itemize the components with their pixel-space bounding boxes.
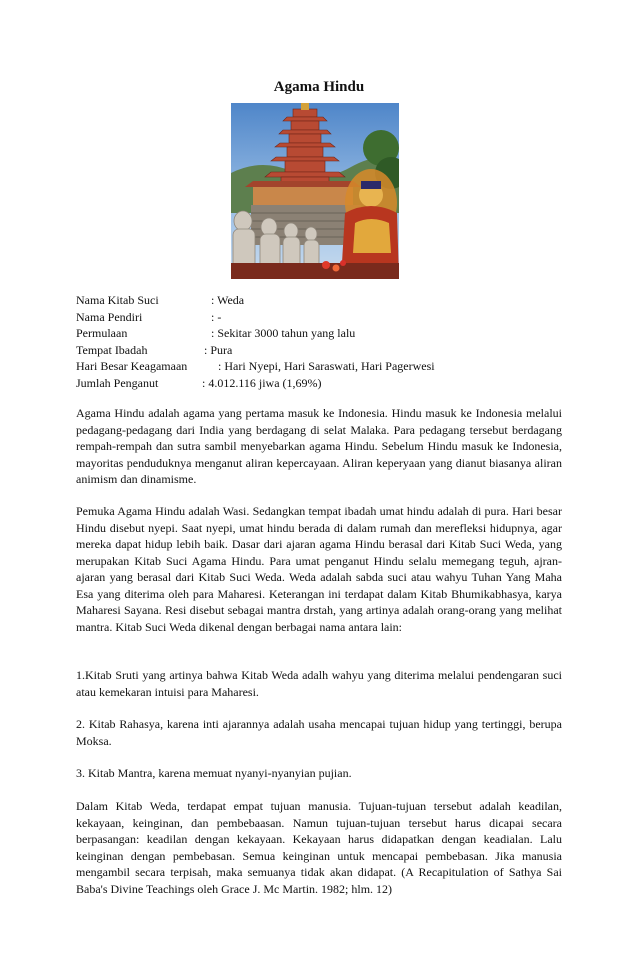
temple-photo	[231, 103, 399, 279]
paragraph-pemuka: Pemuka Agama Hindu adalah Wasi. Sedangkan tempat ibadah umat hindu adalah di pura. Hari besar Hindu disebut nyepi. Saat nyepi, umat hindu berada di dalam rumah dan merefleksi hidupnya, agar mereka dapat hidup lebih baik. Dasar dari ajaran agama Hindu berasal dari Kitab Suci Weda, yang merupakan Kitab Suci Agama Hindu. Para umat penganut Hindu selalu memegang teguh, ajran-ajaran yang berasal dari Kitab Suci Weda. Weda adalah sabda suci atau wahyu Tuhan Yang Maha Esa yang diterima oleh para Maharesi. Keterangan ini terdapat dalam Kitab Bhumikabhasya, karya Maharesi Sayana. Resi disebut sebagai mantra drstah, yang artinya adalah orang-orang yang melihat mantra. Kitab Suci Weda dikenal dengan berbagai nama antara lain:	[76, 504, 562, 634]
info-label: Nama Kitab Suci	[76, 293, 159, 307]
info-table	[76, 292, 435, 391]
info-label: Tempat Ibadah	[76, 342, 148, 357]
info-value: : Sekitar 3000 tahun yang lalu	[211, 326, 356, 340]
info-row-hari-besar	[76, 358, 435, 375]
paragraph-intro: Agama Hindu adalah agama yang pertama masuk ke Indonesia. Hindu masuk ke Indonesia melalui pedagang-pedagang dari India yang berdagang di selat Malaka. Para pedagang tersebut berdagang rempah-rempah dan sutra sambil menyebarkan agama Hindu. Sebelum Hindu masuk ke Indonesia, mayoritas penduduknya menganut aliran kepercayaan. Aliran keperyaan yang dianut biasanya aliran animism dan dinamisme.	[76, 406, 562, 486]
info-value: : 4.012.116 jiwa (1,69%)	[202, 375, 322, 390]
page-title: Agama Hindu	[273, 79, 365, 95]
info-label: Hari Besar Keagamaan	[76, 359, 188, 373]
info-row-kitab-suci	[76, 292, 245, 309]
info-label: Permulaan	[76, 326, 128, 340]
info-label: Nama Pendiri	[76, 309, 143, 324]
paragraph-kitab-mantra: 3. Kitab Mantra, karena memuat nyanyi-nyanyian pujian.	[76, 766, 352, 780]
info-row-permulaan	[76, 325, 356, 342]
paragraph-kitab-sruti: 1.Kitab Sruti yang artinya bahwa Kitab Weda adalh wahyu yang diterima melalui pendengaran suci atau kemekaran intuisi para Maharesi.	[76, 668, 562, 699]
info-value: : Hari Nyepi, Hari Saraswati, Hari Pagerwesi	[218, 359, 435, 373]
info-row-jumlah-penganut	[76, 375, 322, 392]
info-row-pendiri	[76, 309, 222, 326]
info-label: Jumlah Penganut	[76, 375, 159, 390]
info-value: : Weda	[211, 293, 245, 307]
paragraph-tujuan: Dalam Kitab Weda, terdapat empat tujuan manusia. Tujuan-tujuan tersebut adalah keadilan, kekayaan, keinginan, dan pembebaasan. Namun tujuan-tujuan tersebut harus dicapai secara berpasangan: keadilan dengan kekayaan. Kekayaan harus didapatkan dengan keadialan. Lalu keinginan dengan pembebasan. Semua keinginan untuk mencapai pembebasan. Jika manusia mengambil secara terpisah, maka semuanya tidak akan didapat. (A Recapitulation of Sathya Sai Baba's Divine Teachings oleh Grace J. Mc Martin. 1982; hlm. 12)	[76, 799, 562, 896]
paragraph-kitab-rahasya: 2. Kitab Rahasya, karena inti ajarannya adalah usaha mencapai tujuan hidup yang tertinggi, berupa Moksa.	[76, 717, 562, 748]
info-row-tempat-ibadah	[76, 342, 233, 359]
info-value: : Pura	[204, 342, 233, 357]
info-value: : -	[211, 309, 222, 324]
